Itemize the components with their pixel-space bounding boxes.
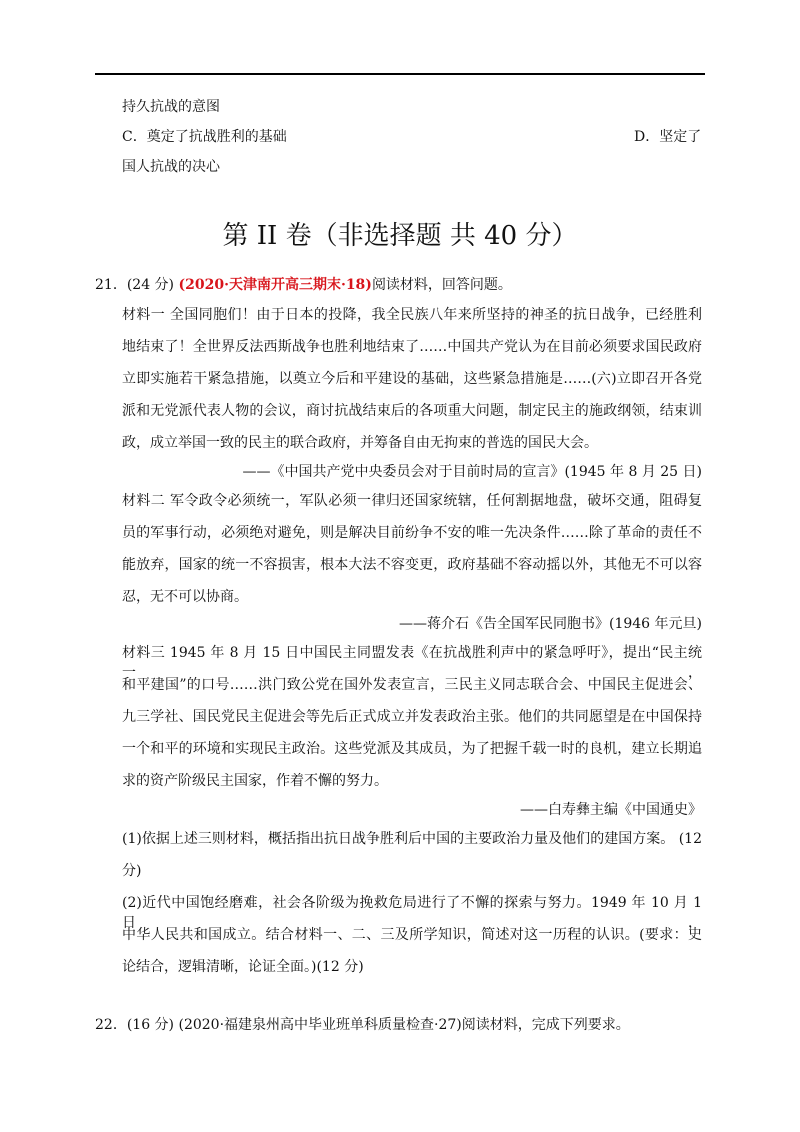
- sub-question-2-line: 论结合，逻辑清晰，论证全面。)(12 分): [122, 959, 364, 975]
- option-c: C．奠定了抗战胜利的基础: [122, 129, 287, 145]
- material-3-source: ——白寿彝主编《中国通史》: [520, 802, 702, 818]
- question-number: 22．: [95, 1017, 127, 1033]
- material-3-line: 九三学社、国民党民主促进会等先后正式成立并发表政治主张。他们的共同愿望是在中国保持: [122, 709, 702, 725]
- material-3-line: 一个和平的环境和实现民主政治。这些党派及其成员，为了把握千载一时的良机，建立长期追: [122, 741, 702, 757]
- question-score: (24 分): [126, 277, 175, 293]
- material-2-line: 忍，无不可以协商。: [122, 589, 248, 605]
- section-title: 第 II 卷（非选择题 共 40 分）: [222, 221, 578, 251]
- material-1-line: 派和无党派代表人物的会议，商讨抗战结束后的各项重大问题，制定民主的施政纲领，结束训: [122, 403, 702, 419]
- question-instruction: 阅读材料，完成下列要求。: [461, 1017, 630, 1033]
- option-d: D．坚定了: [634, 129, 702, 145]
- sub-question-1-line: 分): [122, 863, 142, 879]
- material-3-line: 和平建国”的口号……洪门致公党在国外发表宣言，三民主义同志联合会、中国民主促进会、: [122, 677, 702, 693]
- question-source: (2020·福建泉州高中毕业班单科质量检查·27): [178, 1017, 462, 1033]
- material-3-line: 求的资产阶级民主国家，作着不懈的努力。: [122, 773, 388, 789]
- material-2-source: ——蒋介石《告全国军民同胞书》(1946 年元旦): [398, 616, 702, 632]
- question-score: (16 分): [126, 1017, 175, 1033]
- material-1-line: 立即实施若干紧急措施，以奠立今后和平建设的基础，这些紧急措施是……(六)立即召开各党: [122, 371, 702, 387]
- material-2-line: 能放弃，国家的统一不容损害，根本大法不容变更，政府基础不容动摇以外，其他无不可以容: [122, 557, 702, 573]
- material-2-line: 员的军事行动，必须绝对避免，则是解决目前纷争不安的唯一先决条件……除了革命的责任不: [122, 525, 702, 541]
- question-instruction: 阅读材料，回答问题。: [371, 277, 512, 293]
- material-1-line: 地结束了！全世界反法西斯战争也胜利地结束了……中国共产党认为在目前必须要求国民政府: [122, 339, 702, 355]
- question-source: (2020·天津南开高三期末·18): [178, 277, 372, 293]
- material-1-source: ——《中国共产党中央委员会对于目前时局的宣言》(1945 年 8 月 25 日): [242, 464, 702, 480]
- material-1-line: 政，成立举国一致的民主的联合政府，并筹备自由无拘束的普选的国民大会。: [122, 435, 598, 451]
- continuation-line: 国人抗战的决心: [122, 159, 220, 175]
- sub-question-2-line: 中华人民共和国成立。结合材料一、二、三及所学知识，简述对这一历程的认识。(要求：史: [122, 927, 702, 943]
- sub-question-1-line: (1)依据上述三则材料，概括指出抗日战争胜利后中国的主要政治力量及他们的建国方案。 (12: [122, 831, 702, 847]
- question-22-header: [95, 1015, 630, 1035]
- sub-question-2-line: (2)近代中国饱经磨难，社会各阶级为挽救危局进行了不懈的探索与努力。1949 年 10 月 1 日，: [122, 895, 702, 931]
- question-number: 21．: [95, 277, 127, 293]
- material-1-line: 材料一 全国同胞们！由于日本的投降，我全民族八年来所坚持的神圣的抗日战争，已经胜利: [122, 307, 702, 323]
- material-2-line: 材料二 军令政令必须统一，军队必须一律归还国家统辖，任何割据地盘，破坏交通，阻碍复: [122, 493, 702, 509]
- continuation-line: 持久抗战的意图: [122, 99, 220, 115]
- material-3-line: 材料三 1945 年 8 月 15 日中国民主同盟发表《在抗战胜利声中的紧急呼吁》，提出“民主统一，: [122, 645, 702, 681]
- question-21-header: [95, 275, 512, 295]
- header-rule: [95, 73, 705, 75]
